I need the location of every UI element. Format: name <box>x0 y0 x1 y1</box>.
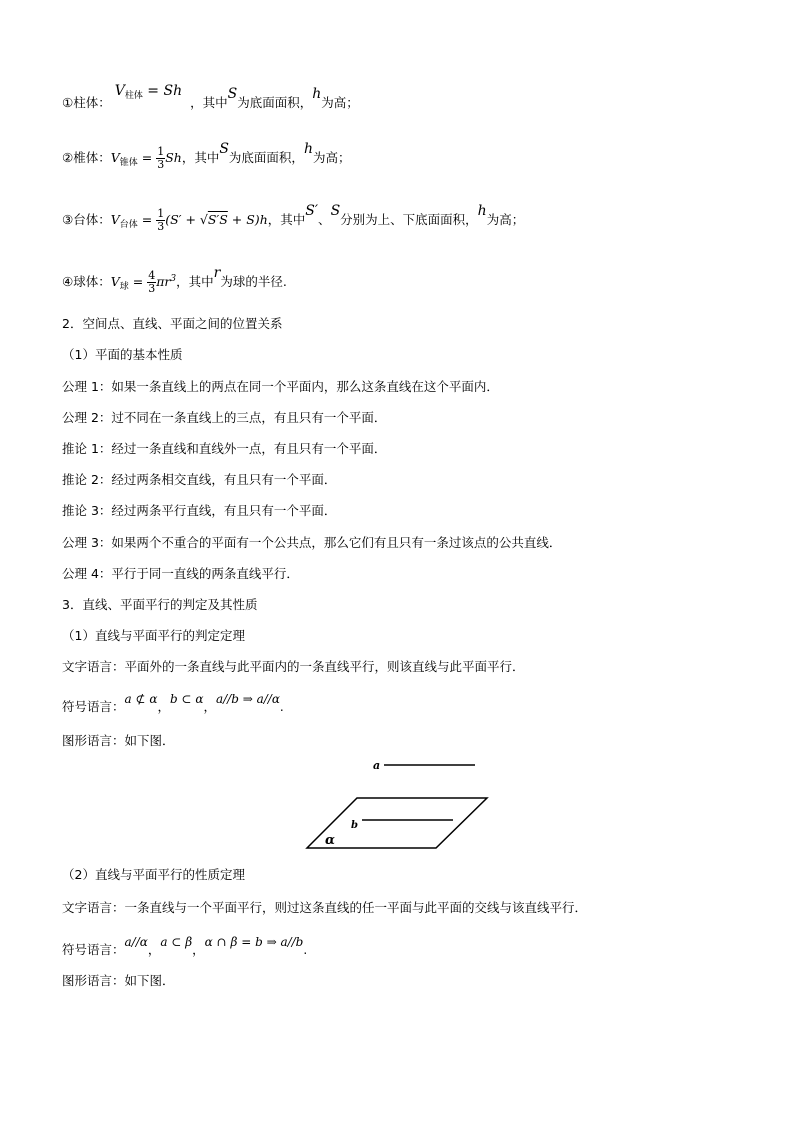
symbol-label-1: 符号语言： <box>62 699 125 714</box>
axiom-2: 公理 2：过不同在一条直线上的三点，有且只有一个平面． <box>62 410 387 425</box>
axiom-1: 公理 1：如果一条直线上的两点在同一个平面内，那么这条直线在这个平面内． <box>62 379 499 394</box>
formula-prism: ①柱体：$V_{柱体} = Sh$，其中S为底面面积，h为高； <box>62 83 359 110</box>
section-2-subheading: （1）平面的基本性质 <box>62 347 183 362</box>
verbal-statement-2: 文字语言：一条直线与一个平面平行，则过这条直线的任一平面与此平面的交线与该直线平行． <box>62 900 588 915</box>
plane-alpha-label: α <box>325 833 336 848</box>
axiom-4: 公理 4：平行于同一直线的两条直线平行． <box>62 566 299 581</box>
axiom-3: 公理 3：如果两个不重合的平面有一个公共点，那么它们有且只有一条过该点的公共直线． <box>62 535 562 550</box>
line-a-label: a <box>373 759 381 772</box>
symbol-label-2: 符号语言： <box>62 942 125 957</box>
cone-label: ②椎体： <box>62 150 111 165</box>
corollary-1: 推论 1：经过一条直线和直线外一点，有且只有一个平面． <box>62 441 387 456</box>
section-2-heading: 2．空间点、直线、平面之间的位置关系 <box>62 316 283 331</box>
sphere-label: ④球体： <box>62 274 111 289</box>
symbolic-statement-2: 符号语言：a//α，a ⊂ β，α ∩ β = b ⇒ a//b. <box>62 935 308 957</box>
figure-line-plane-parallel <box>300 752 500 856</box>
prism-label: ①柱体： <box>62 95 111 110</box>
line-b-label: b <box>351 820 358 831</box>
figure-label-2: 图形语言：如下图． <box>62 973 175 988</box>
frustum-formula: $V_{台体}$ = $\frac{1}{3}$ (S′ + √S′S + S)h <box>110 207 268 233</box>
formula-cone: ②椎体：$V_{锥体}$ = $\frac{1}{3}$ Sh，其中S为底面面积，h为高； <box>62 141 351 171</box>
formula-frustum: ③台体：$V_{台体}$ = $\frac{1}{3}$ (S′ + √S′S + S)h，其中S′、S分别为上、下底面面积，h为高； <box>62 203 525 233</box>
section-3-subheading-1: （1）直线与平面平行的判定定理 <box>62 628 245 643</box>
frustum-label: ③台体： <box>62 212 111 227</box>
formula-sphere: ④球体：$V_球$ = $\frac{4}{3}$ $\pi r^3$，其中r为球的半径. <box>62 265 287 295</box>
cone-formula: $V_{锥体}$ = $\frac{1}{3}$ Sh <box>110 145 182 171</box>
verbal-statement-1: 文字语言：平面外的一条直线与此平面内的一条直线平行，则该直线与此平面平行． <box>62 659 525 674</box>
figure-label-1: 图形语言：如下图． <box>62 733 175 748</box>
sphere-formula: $V_球$ = $\frac{4}{3}$ $\pi r^3$ <box>110 269 177 295</box>
section-3-subheading-2: （2）直线与平面平行的性质定理 <box>62 867 245 882</box>
corollary-2: 推论 2：经过两条相交直线，有且只有一个平面． <box>62 472 337 487</box>
section-3-heading: 3．直线、平面平行的判定及其性质 <box>62 597 258 612</box>
prism-formula: $V_{柱体} = Sh$ <box>114 83 183 101</box>
symbolic-statement-1: 符号语言：a ⊄ α，b ⊂ α，a//b ⇒ a//α. <box>62 692 284 714</box>
corollary-3: 推论 3：经过两条平行直线，有且只有一个平面． <box>62 503 337 518</box>
